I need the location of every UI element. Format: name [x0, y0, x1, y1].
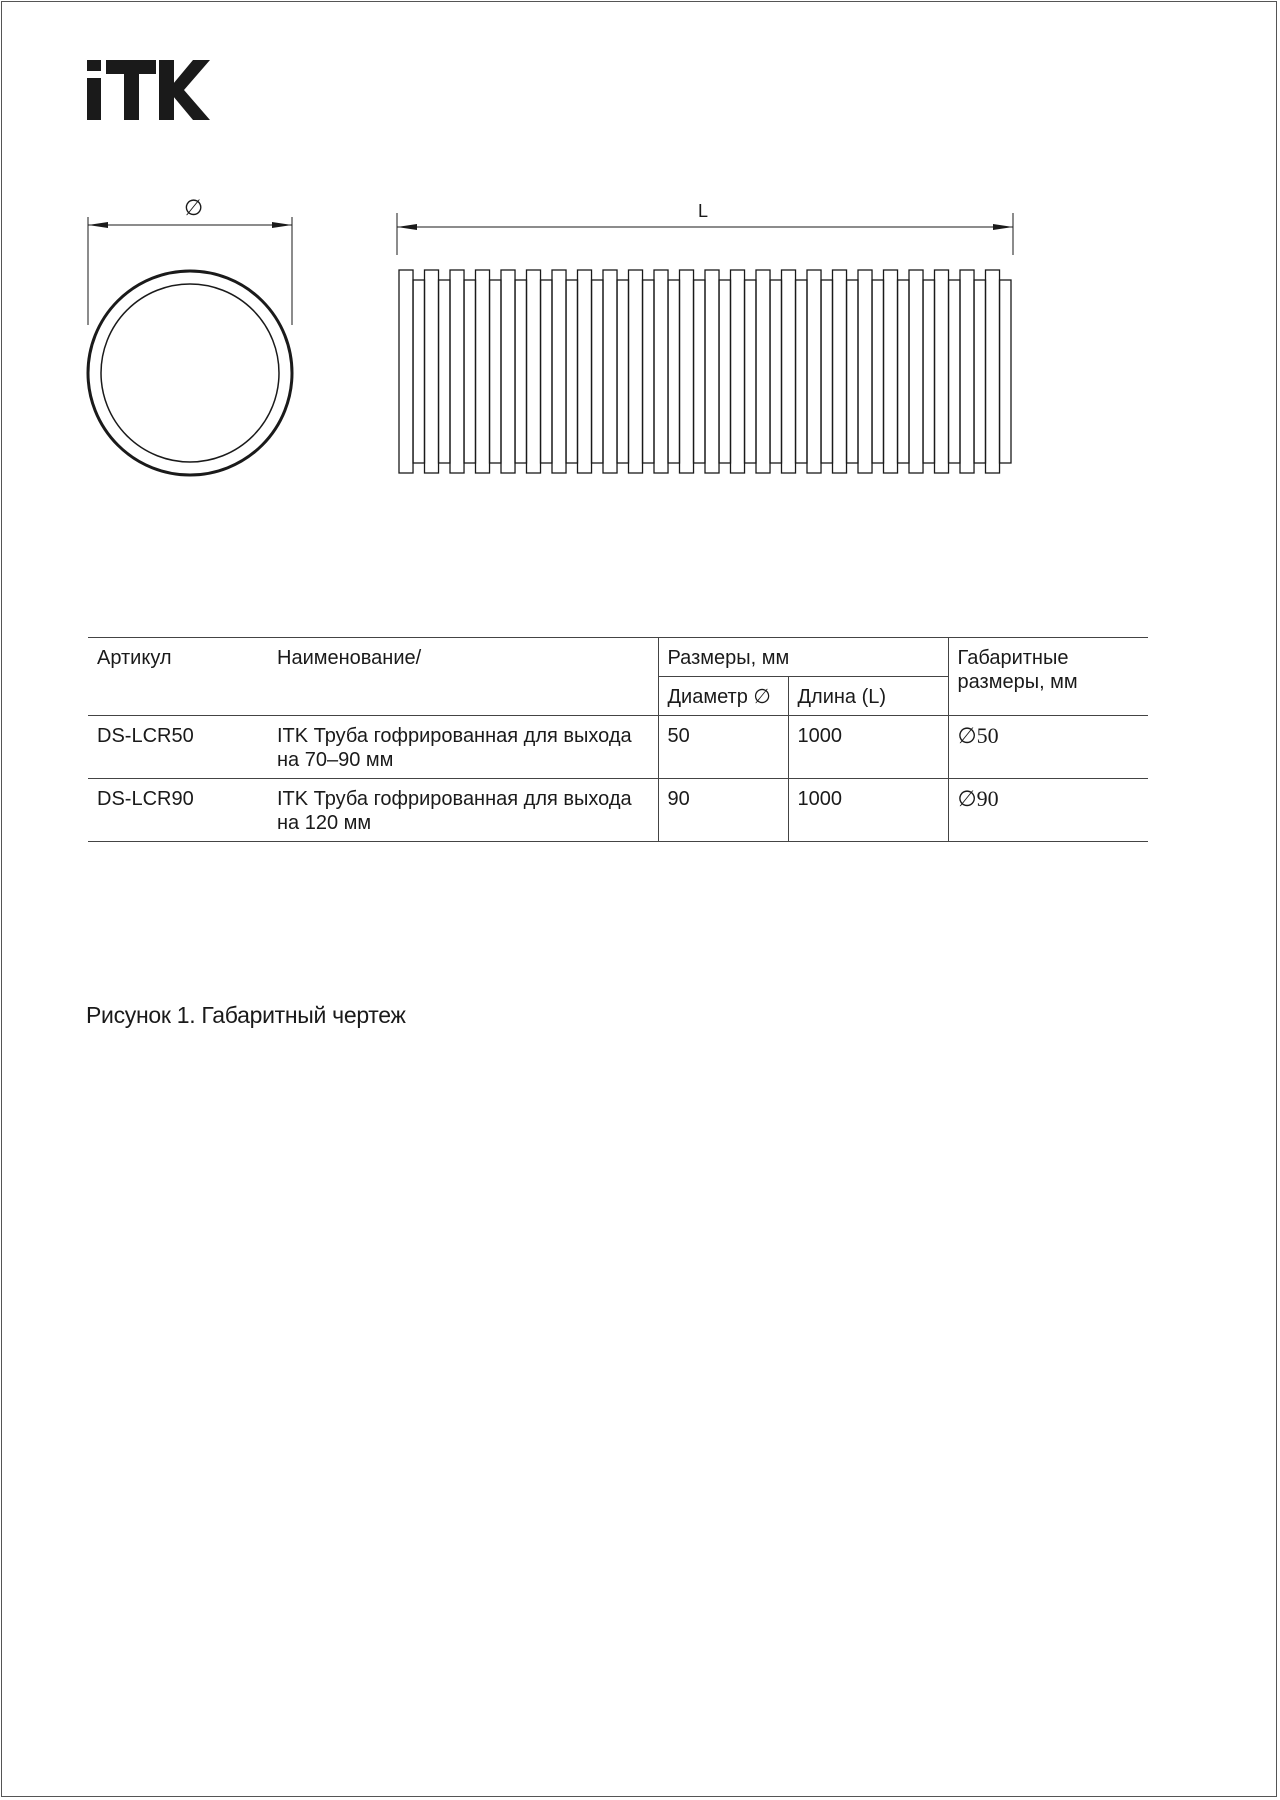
rib-valley	[413, 280, 424, 463]
rib	[884, 270, 898, 473]
rib-valley	[770, 280, 781, 463]
cell-name: ITK Труба гофрированная для выхода на 70–90 мм	[268, 716, 658, 779]
rib	[756, 270, 770, 473]
rib	[909, 270, 923, 473]
rib-valley	[464, 280, 475, 463]
rib-valley	[821, 280, 832, 463]
rib-valley	[515, 280, 526, 463]
rib-valley	[592, 280, 603, 463]
rib	[986, 270, 1000, 473]
corrugation-ribs	[399, 270, 1011, 473]
rib-valley	[847, 280, 858, 463]
rib-valley	[643, 280, 654, 463]
rib	[450, 270, 464, 473]
rib-valley	[949, 280, 960, 463]
rib-valley	[923, 280, 934, 463]
figure-caption: Рисунок 1. Габаритный чертеж	[86, 1002, 406, 1028]
rib-valley	[974, 280, 985, 463]
rib-valley	[541, 280, 552, 463]
rib	[527, 270, 541, 473]
cell-overall: ∅90	[948, 779, 1148, 842]
pipe-end-view	[80, 195, 300, 485]
rib	[578, 270, 592, 473]
itk-logo	[87, 60, 210, 120]
rib-valley	[617, 280, 628, 463]
rib	[399, 270, 413, 473]
rib-valley	[566, 280, 577, 463]
header-dimensions: Размеры, мм	[658, 638, 948, 677]
rib-valley	[694, 280, 705, 463]
table-row	[88, 716, 1148, 779]
rib	[654, 270, 668, 473]
rib-valley	[490, 280, 501, 463]
cell-overall: ∅50	[948, 716, 1148, 779]
cell-name: ITK Труба гофрированная для выхода на 120 мм	[268, 779, 658, 842]
header-overall: Габаритные размеры, мм	[948, 638, 1148, 716]
rib	[552, 270, 566, 473]
rib	[425, 270, 439, 473]
rib	[833, 270, 847, 473]
cell-diameter: 50	[658, 716, 788, 779]
cell-article: DS-LCR50	[88, 716, 268, 779]
rib-valley	[668, 280, 679, 463]
rib-valley	[898, 280, 909, 463]
rib-valley	[439, 280, 450, 463]
pipe-side-view	[390, 195, 1020, 485]
rib	[807, 270, 821, 473]
rib-valley	[872, 280, 883, 463]
table-row	[88, 779, 1148, 842]
cell-length: 1000	[788, 779, 948, 842]
header-diameter: Диаметр ∅	[658, 677, 788, 716]
cell-length: 1000	[788, 716, 948, 779]
rib	[782, 270, 796, 473]
cell-diameter: 90	[658, 779, 788, 842]
rib	[705, 270, 719, 473]
cell-article: DS-LCR90	[88, 779, 268, 842]
rib	[629, 270, 643, 473]
rib	[680, 270, 694, 473]
rib	[858, 270, 872, 473]
rib-valley	[719, 280, 730, 463]
rib	[476, 270, 490, 473]
rib	[603, 270, 617, 473]
spec-table	[88, 637, 1148, 842]
rib	[501, 270, 515, 473]
rib-valley	[796, 280, 807, 463]
header-name: Наименование/	[268, 638, 658, 716]
length-dim-label: L	[698, 201, 709, 221]
diameter-dim-label: ∅	[184, 195, 204, 220]
rib	[935, 270, 949, 473]
header-length: Длина (L)	[788, 677, 948, 716]
rib	[960, 270, 974, 473]
rib-valley	[745, 280, 756, 463]
rib-valley	[1000, 280, 1011, 463]
rib	[731, 270, 745, 473]
header-article: Артикул	[88, 638, 268, 716]
